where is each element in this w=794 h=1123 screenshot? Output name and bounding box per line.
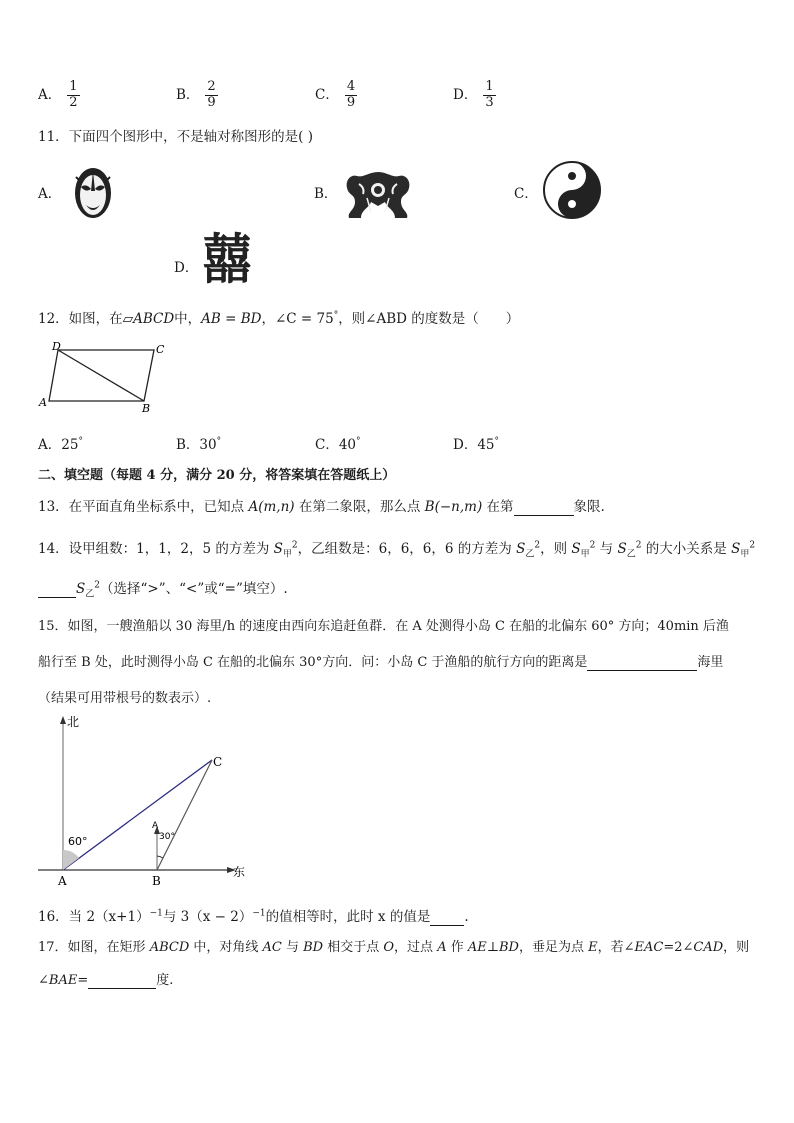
stem-text: 16．当 2（x+1）: [38, 909, 150, 925]
q10-option-b: [176, 80, 218, 111]
exponent: −1: [252, 908, 266, 919]
fraction: [483, 80, 495, 111]
fraction: [205, 80, 217, 111]
denominator: 2: [69, 94, 78, 110]
subscript: 乙: [85, 589, 95, 600]
degree: °: [78, 436, 83, 447]
stem-text: 相交于点: [323, 940, 384, 955]
subscript: 乙: [626, 549, 636, 560]
q13-stem: [38, 495, 605, 516]
denominator: 9: [207, 94, 216, 110]
q16-stem: [38, 905, 469, 926]
fraction: [67, 80, 79, 111]
stem-text: 中，对角线: [189, 940, 263, 955]
stem-text: 作: [446, 940, 468, 955]
variance-symbol: S: [571, 541, 581, 557]
numerator: 1: [69, 79, 78, 94]
subscript: 甲: [282, 549, 292, 560]
answer-blank[interactable]: [38, 581, 76, 598]
answer-blank[interactable]: [88, 973, 156, 989]
option-label: B．: [314, 186, 338, 202]
answer-blank[interactable]: [514, 499, 574, 516]
opera-mask-icon: [72, 163, 114, 221]
superscript: 2: [589, 540, 596, 551]
stem-text: ，过点: [394, 940, 438, 955]
stem-text: ，垂足为点: [518, 940, 589, 955]
math-var: BD: [303, 940, 324, 955]
stem-abcd: ABCD: [133, 311, 175, 327]
superscript: 2: [635, 540, 642, 551]
q15-line1: 15．如图，一艘渔船以 30 海里/h 的速度由西向东追赶鱼群．在 A 处测得小岛 C 在船的北偏东 60° 方向；40min 后渔: [38, 619, 729, 634]
math-var: A: [437, 940, 447, 955]
exponent: −1: [149, 908, 163, 919]
stem-text: 在第: [482, 499, 514, 515]
parallelogram-figure: [36, 338, 171, 416]
math-var: ABCD: [149, 940, 190, 955]
q12-option-b: [176, 433, 221, 453]
label-c: C: [156, 343, 165, 356]
yin-yang-icon: [542, 160, 602, 220]
variance-symbol: S: [731, 541, 741, 557]
q11-option-d: [174, 256, 198, 276]
stem-text: 在第二象限，那么点: [294, 499, 425, 515]
q17-line2: [38, 969, 173, 989]
math-var: BAE: [48, 973, 78, 988]
option-label: D．: [174, 260, 199, 276]
q15-line2: [38, 651, 723, 671]
numerator: 2: [207, 79, 216, 94]
degree: °: [216, 436, 222, 447]
stem-text: ，则: [540, 541, 572, 557]
stem-text: 12．如图，在: [38, 311, 123, 327]
stem-text: 的大小关系是: [641, 541, 732, 557]
stem-text: 船行至 B 处，此时测得小岛 C 在船的北偏东 30°方向．问：小岛 C 于渔船的航行方向的距离是: [38, 655, 588, 670]
math-var: E: [588, 940, 598, 955]
superscript: 2: [94, 580, 100, 591]
stem-text: 象限.: [573, 499, 605, 515]
stem-text: 中，: [174, 311, 202, 327]
stem-text: 度.: [156, 973, 174, 988]
math-var: EAC: [634, 940, 664, 955]
stem-text: =2∠: [663, 940, 694, 955]
q12-option-a: [38, 433, 83, 453]
option-value: 30: [199, 437, 217, 453]
label-b: B: [142, 402, 151, 415]
angle-b-label: 30°: [159, 832, 175, 842]
option-label: A．: [38, 437, 62, 453]
north-b-label: A: [152, 821, 159, 831]
angle-a-label: 60°: [68, 835, 88, 848]
q17-line1: [38, 936, 749, 955]
point-b: B(−n,m): [424, 499, 483, 515]
label-d: D: [52, 340, 61, 353]
label-a: A: [39, 396, 47, 409]
subscript: 乙: [525, 549, 535, 560]
math-var: AE⊥BD: [467, 940, 519, 955]
answer-blank[interactable]: [587, 655, 697, 671]
subscript: 甲: [740, 549, 750, 560]
twin-dragon-icon: [341, 168, 415, 220]
q15-line3: （结果可用带根号的数表示）.: [38, 691, 212, 706]
q10-option-a: [38, 80, 80, 111]
option-label: D．: [453, 437, 478, 453]
denominator: 3: [485, 94, 494, 110]
degree: °: [356, 436, 361, 447]
point-a: A(m,n): [248, 499, 295, 515]
q11-option-a: [38, 182, 61, 202]
variance-symbol: S: [273, 541, 283, 557]
math-var: CAD: [693, 940, 724, 955]
numerator: 1: [485, 79, 494, 94]
section-title: 二、填空题（每题 4 分，满分 20 分，将答案填在答题纸上）: [38, 468, 396, 483]
stem-text: =: [77, 973, 89, 988]
math-var: O: [383, 940, 395, 955]
option-label: A．: [38, 186, 62, 202]
q11-option-c: [514, 182, 538, 202]
stem-text: 17．如图，在矩形: [38, 940, 150, 955]
stem-text: ，若∠: [597, 940, 635, 955]
numerator: 4: [346, 79, 356, 94]
stem-text: 14．设甲组数：1，1，2，5 的方差为: [38, 541, 274, 557]
denominator: 9: [346, 94, 356, 110]
answer-blank[interactable]: [430, 909, 464, 926]
variance-symbol: S: [76, 581, 86, 597]
option-label: C．: [315, 86, 339, 103]
stem-equation: AB = BD: [201, 311, 262, 327]
option-value: 25: [61, 437, 79, 453]
stem-text: ，则∠ABD 的度数是（ ）: [338, 311, 520, 327]
option-value: 40: [338, 437, 357, 453]
stem-text: （选择“>”、“<”或“=”填空）.: [100, 581, 288, 597]
parallelogram-symbol: ▱: [122, 311, 134, 327]
degree: °: [494, 436, 500, 447]
point-b-label: B: [152, 874, 161, 888]
superscript: 2: [291, 540, 298, 551]
q11-option-b: [314, 182, 337, 202]
q14-line2: [38, 577, 288, 600]
variance-symbol: S: [617, 541, 627, 557]
double-happiness-glyph: 囍: [202, 228, 252, 291]
q12-option-c: [315, 433, 361, 453]
east-label: 东: [233, 865, 246, 879]
point-c-label: C: [213, 755, 223, 769]
fraction: [345, 80, 357, 111]
q12-stem: [38, 307, 519, 327]
stem-text: 的值相等时，此时 x 的值是: [265, 909, 431, 925]
option-label: A．: [38, 86, 62, 103]
stem-text: ∠: [38, 973, 49, 988]
option-label: B．: [176, 86, 200, 103]
north-label: 北: [67, 715, 80, 729]
stem-text: ，则: [723, 940, 750, 955]
stem-text: ，乙组数是：6，6，6，6 的方差为: [297, 541, 517, 557]
superscript: 2: [749, 540, 756, 551]
option-label: C．: [514, 186, 538, 202]
degree: °: [333, 310, 339, 321]
stem-text: 与 3（x − 2）: [162, 909, 253, 925]
point-a-label: A: [58, 874, 67, 888]
variance-symbol: S: [516, 541, 526, 557]
navigation-figure: [34, 712, 254, 888]
stem-angle: ，∠C = 75: [261, 311, 334, 327]
stem-text: 与: [281, 940, 304, 955]
stem-text: 13．在平面直角坐标系中，已知点: [38, 499, 249, 515]
math-var: AC: [262, 940, 282, 955]
option-label: C．: [315, 437, 339, 453]
option-value: 45: [477, 437, 495, 453]
option-label: D．: [453, 86, 478, 103]
stem-text: 与: [595, 541, 618, 557]
q10-option-d: [453, 80, 496, 111]
option-label: B．: [176, 437, 200, 453]
q12-option-d: [453, 433, 499, 453]
superscript: 2: [534, 540, 541, 551]
subscript: 甲: [580, 549, 590, 560]
q10-option-c: [315, 80, 357, 111]
q11-stem: 11．下面四个图形中，不是轴对称图形的是( ): [38, 129, 314, 145]
stem-text: .: [464, 909, 469, 925]
stem-text: 海里: [697, 655, 724, 670]
q14-line1: [38, 537, 755, 560]
